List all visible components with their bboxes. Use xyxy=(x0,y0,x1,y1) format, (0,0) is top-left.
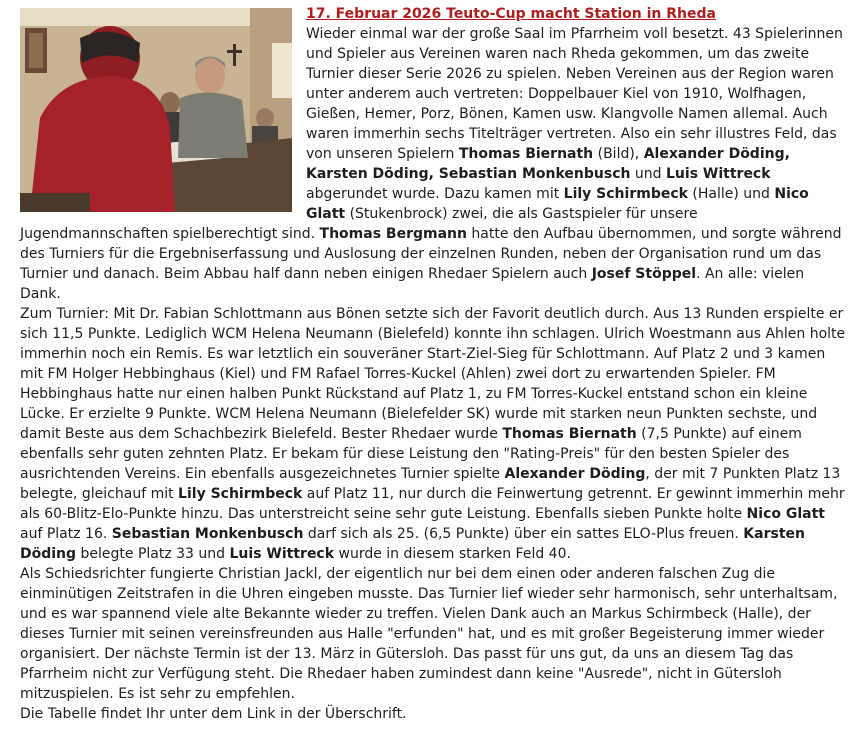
photo-illustration xyxy=(20,8,292,212)
paragraph-tournament xyxy=(20,304,846,564)
text-segment: , der mit 7 Punkten Platz 13 belegte, gleichauf mit xyxy=(20,466,841,502)
player-name: Lily Schirmbeck xyxy=(178,486,303,502)
text-segment: Die Tabelle findet Ihr unter dem Link in der Überschrift. xyxy=(20,706,407,722)
article xyxy=(20,4,846,724)
player-name: Thomas Biernath xyxy=(502,426,637,442)
text-segment: (Halle) und xyxy=(687,186,775,202)
player-name: Thomas Bergmann xyxy=(319,226,467,242)
text-segment: belegte Platz 33 und xyxy=(76,546,230,562)
player-name: Alexander Döding xyxy=(504,466,646,482)
text-segment: Wieder einmal war der große Saal im Pfarrheim voll besetzt. 43 Spielerinnen und Spieler aus Vereinen waren nach Rheda gekommen, um das zweite Turnier dieser Serie 2026 zu spielen. Neben Vereinen aus der Region waren unter anderem auch vertreten: Doppelbauer Kiel von 1910, Wolfhagen, Gießen, Hemer, Porz, Bönen, Kamen usw. Klangvolle Namen allemal. Auch waren immerhin sechs Titelträger vertreten. Also ein sehr illustres Feld, das von unseren Spielern xyxy=(306,26,843,162)
headline-link[interactable]: 17. Februar 2026 Teuto-Cup macht Station in Rheda xyxy=(306,6,716,22)
player-name: Alexander Döding, Karsten Döding, Sebastian Monkenbusch xyxy=(306,146,790,182)
paragraph-arbiter xyxy=(20,564,846,704)
text-segment: auf Platz 16. xyxy=(20,526,112,542)
text-segment: darf sich als 25. (6,5 Punkte) über ein sattes ELO-Plus freuen. xyxy=(303,526,744,542)
text-segment: (Bild), xyxy=(593,146,644,162)
chess-players-photo xyxy=(20,8,292,212)
player-name: Sebastian Monkenbusch xyxy=(111,526,304,542)
text-segment: (Stukenbrock) zwei, die als Gastspieler für unsere Jugendmannschaften spielberechtigt sind. xyxy=(20,206,698,242)
text-segment: abgerundet wurde. Dazu kamen mit xyxy=(306,186,564,202)
text-segment: hatte den Aufbau übernommen, und sorgte während des Turniers für die Ergebniserfassung und Auslosung der einzelnen Runden, neben der Organisation rund um das Turnier und danach. Beim Abbau half dann neben einigen Rhedaer Spielern auch xyxy=(20,226,842,282)
player-name: Thomas Biernath xyxy=(458,146,594,162)
player-name: Lily Schirmbeck xyxy=(563,186,688,202)
text-segment: wurde in diesem starken Feld 40. xyxy=(334,546,571,562)
text-segment: auf Platz 11, nur durch die Feinwertung getrennt. Er gewinnt immerhin mehr als 60-Blitz-Elo-Punkte hinzu. Das unterstreicht seine sehr gute Leistung. Ebenfalls sieben Punkte holte xyxy=(20,486,845,522)
paragraph-table-note xyxy=(20,704,846,724)
player-name: Nico Glatt xyxy=(306,186,809,222)
player-name: Nico Glatt xyxy=(746,506,825,522)
player-name: Luis Wittreck xyxy=(229,546,335,562)
text-segment: Als Schiedsrichter fungierte Christian Jackl, der eigentlich nur bei dem einen oder anderen falschen Zug die einminütigen Zeitstrafen in die Uhren eingeben musste. Das Turnier lief wieder sehr harmonisch, sehr unterhaltsam, und es war spannend viele alte Bekannte wieder zu treffen. Vielen Dank auch an Markus Schirmbeck (Halle), der dieses Turnier mit seinen vereinsfreunden aus Halle "erfunden" hat, und es mit großer Begeisterung immer wieder organisiert. Der nächste Termin ist der 13. März in Gütersloh. Das passt für uns gut, da uns an diesem Tag das Pfarrheim nicht zur Verfügung steht. Die Rhedaer haben zumindest dann keine "Ausrede", nicht in Gütersloh mitzuspielen. Es ist sehr zu empfehlen. xyxy=(20,566,838,702)
text-segment: Zum Turnier: Mit Dr. Fabian Schlottmann aus Bönen setzte sich der Favorit deutlich durch. Aus 13 Runden erspielte er sich 11,5 Punkte. Lediglich WCM Helena Neumann (Bielefeld) konnte ihn schlagen. Ulrich Woestmann aus Ahlen holte immerhin noch ein Remis. Es war letztlich ein souveräner Start-Ziel-Sieg für Schlottmann. Auf Platz 2 und 3 kamen mit FM Holger Hebbinghaus (Kiel) und FM Rafael Torres-Kuckel (Ahlen) zwei dort zu erwartenden Spieler. FM Hebbinghaus hatte nur einen halben Punkt Rückstand auf Platz 1, zu FM Torres-Kuckel entstand schon ein kleine Lücke. Er erzielte 9 Punkte. WCM Helena Neumann (Bielefelder SK) wurde mit starken neun Punkten sechste, und damit Beste aus dem Schachbezirk Bielefeld. Bester Rhedaer wurde xyxy=(20,306,846,442)
text-segment: . An alle: vielen Dank. xyxy=(20,266,805,302)
text-segment: und xyxy=(630,166,667,182)
text-segment: (7,5 Punkte) auf einem ebenfalls sehr guten zehnten Platz. Er bekam für diese Leistung den "Rating-Preis" für den besten Spieler des ausrichtenden Vereins. Ein ebenfalls ausgezeichnetes Turnier spielte xyxy=(20,426,802,482)
player-name: Josef Stöppel xyxy=(591,266,697,282)
player-name: Karsten Döding xyxy=(20,526,805,562)
player-name: Luis Wittreck xyxy=(666,166,771,182)
